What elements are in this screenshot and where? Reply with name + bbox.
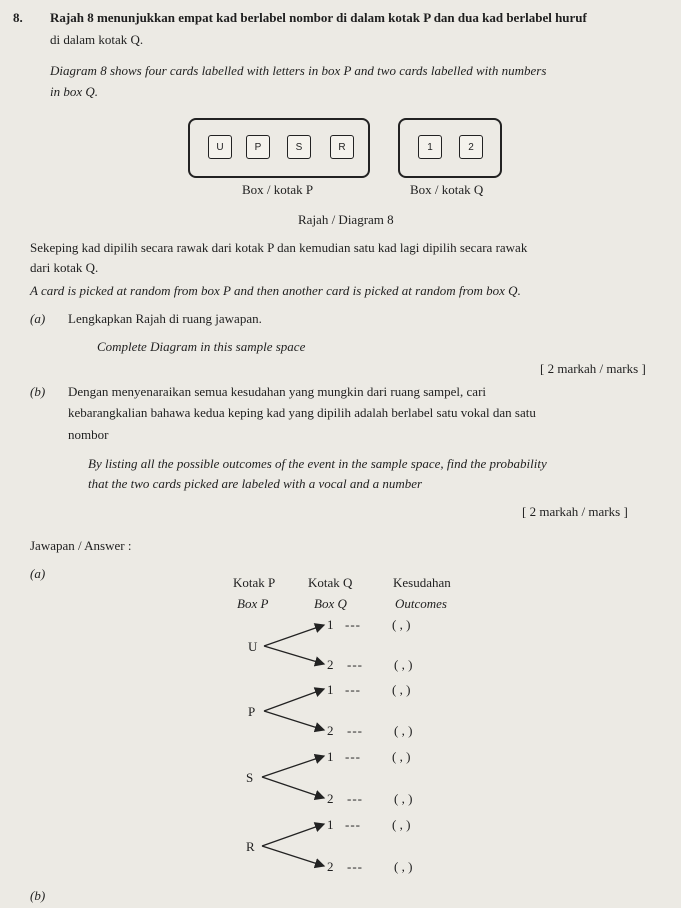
branch-r-2 (262, 846, 324, 866)
col-box-q: Box Q (314, 596, 347, 611)
answer-heading: Jawapan / Answer : (30, 538, 132, 553)
tree-node-s: S (246, 770, 254, 785)
box-p-label: Box / kotak P (242, 182, 314, 197)
tree-node-s-2: 2 (327, 791, 334, 806)
dashes-s-1: --- (345, 749, 361, 764)
col-outcomes: Outcomes (395, 596, 447, 611)
card-u: U (208, 135, 232, 159)
tree-node-r-2: 2 (327, 859, 334, 874)
answer-part-a-label: (a) (30, 566, 46, 581)
part-b-malay-3: nombor (68, 427, 109, 442)
outcome-s-2: ( , ) (394, 791, 413, 806)
diagram-caption: Rajah / Diagram 8 (298, 212, 394, 227)
part-b-malay: Dengan menyenaraikan semua kesudahan yang mungkin dari ruang sampel, cari (68, 384, 487, 399)
tree-node-s-1: 1 (327, 749, 334, 764)
card-1: 1 (418, 135, 442, 159)
part-b-malay-2: kebarangkalian bahawa kedua keping kad yang dipilih adalah berlabel satu vokal dan satu (68, 405, 536, 420)
outcome-s-1: ( , ) (392, 749, 411, 764)
part-b-marks: [ 2 markah / marks ] (522, 504, 628, 519)
outcome-p-2: ( , ) (394, 723, 413, 738)
malay-intro-2: di dalam kotak Q. (50, 32, 144, 47)
dashes-u-2: --- (347, 657, 363, 672)
tree-node-p-2: 2 (327, 723, 334, 738)
part-a-label: (a) (30, 311, 46, 326)
question-number: 8. (13, 10, 23, 25)
tree-node-r: R (246, 839, 255, 854)
part-a-english: Complete Diagram in this sample space (97, 339, 306, 354)
dashes-u-1: --- (345, 617, 361, 632)
col-kotak-p: Kotak P (233, 575, 276, 590)
col-kesudahan: Kesudahan (393, 575, 451, 590)
card-s: S (287, 135, 311, 159)
dashes-p-1: --- (345, 682, 361, 697)
outcome-u-2: ( , ) (394, 657, 413, 672)
card-p: P (246, 135, 270, 159)
dashes-r-1: --- (345, 817, 361, 832)
tree-node-r-1: 1 (327, 817, 334, 832)
card-r: R (330, 135, 354, 159)
card-2: 2 (459, 135, 483, 159)
box-q-label: Box / kotak Q (410, 182, 484, 197)
procedure-english: A card is picked at random from box P and then another card is picked at random from box Q. (30, 283, 521, 298)
branch-s-1 (262, 756, 324, 777)
branch-u-1 (264, 625, 324, 646)
branch-u-2 (264, 646, 324, 664)
tree-node-u-2: 2 (327, 657, 334, 672)
tree-node-p: P (248, 704, 256, 719)
procedure-malay: Sekeping kad dipilih secara rawak dari kotak P dan kemudian satu kad lagi dipilih secara rawak (30, 240, 528, 255)
part-a-malay: Lengkapkan Rajah di ruang jawapan. (68, 311, 262, 326)
col-kotak-q: Kotak Q (308, 575, 353, 590)
dashes-s-2: --- (347, 791, 363, 806)
procedure-malay-2: dari kotak Q. (30, 260, 99, 275)
tree-node-p-1: 1 (327, 682, 334, 697)
tree-node-u-1: 1 (327, 617, 334, 632)
english-intro-2: in box Q. (50, 84, 99, 99)
col-box-p: Box P (237, 596, 269, 611)
branch-r-1 (262, 824, 324, 846)
outcome-r-2: ( , ) (394, 859, 413, 874)
branch-s-2 (262, 777, 324, 798)
tree-node-u: U (248, 639, 258, 654)
dashes-p-2: --- (347, 723, 363, 738)
dashes-r-2: --- (347, 859, 363, 874)
branch-p-1 (264, 689, 324, 711)
malay-intro: Rajah 8 menunjukkan empat kad berlabel nombor di dalam kotak P dan dua kad berlabel huruf (50, 10, 587, 25)
part-b-english: By listing all the possible outcomes of the event in the sample space, find the probability (88, 456, 547, 471)
part-b-english-2: that the two cards picked are labeled with a vocal and a number (88, 476, 423, 491)
outcome-u-1: ( , ) (392, 617, 411, 632)
branch-p-2 (264, 711, 324, 730)
outcome-p-1: ( , ) (392, 682, 411, 697)
english-intro: Diagram 8 shows four cards labelled with letters in box P and two cards labelled with numbers (50, 63, 547, 78)
outcome-r-1: ( , ) (392, 817, 411, 832)
part-b-label: (b) (30, 384, 46, 399)
answer-part-b-label: (b) (30, 888, 46, 903)
part-a-marks: [ 2 markah / marks ] (540, 361, 646, 376)
